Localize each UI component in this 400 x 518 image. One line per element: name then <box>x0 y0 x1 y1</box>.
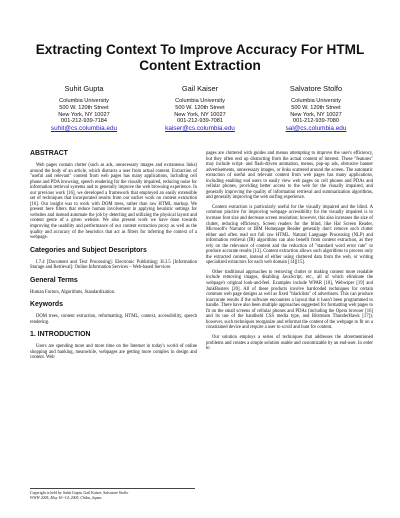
copyright-line: Copyright is held by Suhit Gupta, Gail Kaiser, Salvatore Stolfo <box>30 491 129 495</box>
body-paragraph: Our solution employs a series of techniques that addresses the aforementioned problems and creates a simple solution usable and customizable by an end-user. In order to <box>206 334 373 352</box>
author-gupta <box>26 84 142 133</box>
author-address: 500 W. 120th Street <box>291 104 341 111</box>
author-affiliation: Columbia University <box>175 98 225 104</box>
left-column <box>30 150 197 365</box>
paper-title: Extracting Context To Improve Accuracy For HTML Content Extraction <box>35 42 365 73</box>
author-phone: 001-212-939-7081 <box>176 118 224 125</box>
author-phone: 001-212-939-7184 <box>60 118 108 125</box>
categories-heading: Categories and Subject Descriptors <box>30 246 147 254</box>
keywords-text: DOM trees, content extraction, reformatting, HTML, context, accessibility, speech rendering. <box>30 314 197 325</box>
author-city: New York, NY 10027 <box>58 111 110 118</box>
author-name: Gail Kaiser <box>181 84 219 93</box>
terms-heading: General Terms <box>30 276 78 284</box>
abstract-heading: ABSTRACT <box>30 150 68 157</box>
author-block <box>26 84 374 133</box>
author-address: 500 W. 120th Street <box>175 104 225 111</box>
abstract-text: Web pages contain clutter (such as ads, unnecessary images and extraneous links) around the body of an article, which distracts a user from actual content. Extraction of "useful and relevant" content from web pages has many applications, including cell phone and PDA browsing, speech rendering for the visually impaired, reducing noise for information retrieval systems and to generally improve the web browsing experience. In our previous work [16], we developed a framework that employed an easily extensible set of techniques that incorporated results from our earlier work on content extraction [16]. Our insight was to work with DOM trees, rather than raw HTML markup. We present here filters that reduce human involvement in applying heuristic settings for websites and instead automate the job by detecting and utilizing the physical layout and content genre of a given website. We also present work we have done towards improving the usability and performance of our content extraction proxy as well as the quality and accuracy of the heuristics that act as filters for inferring the context of a webpage. <box>30 163 197 241</box>
body-paragraph: Content extraction is particularly useful for the visually impaired and the blind. A common practice for improving webpage accessibility for the visually impaired is to increase font size and decrease screen resolution; however, this also increases the size of clutter, reducing efficiency. Screen readers for the blind, like Hal Screen Reader, Microsoft's Narrator or IBM Homepage Reader generally don't remove such clutter either and often read out full raw HTML. Natural Language Processing (NLP) and information retrieval (IR) algorithms can also benefit from content extraction, as they rely on the relevance of content and the reduction of "standard word error rate" to produce accurate results [13]. Content extraction allows such algorithms to process only the extracted content, instead of either using cluttered data from the web, or writing specialized extractors for each web domain [14][15]. <box>206 204 373 266</box>
author-affiliation: Columbia University <box>59 98 109 104</box>
right-column <box>206 151 373 356</box>
author-name: Salvatore Stolfo <box>289 84 343 93</box>
author-email-link[interactable]: kaiser@cs.columbia.edu <box>165 125 235 133</box>
author-city: New York, NY 10027 <box>174 111 226 118</box>
author-affiliation: Columbia University <box>291 98 341 104</box>
author-stolfo <box>258 84 374 133</box>
author-email-link[interactable]: sal@cs.columbia.edu <box>285 125 347 133</box>
intro-text: Users are spending more and more time on the Internet in today's world of online shopping and banking, meanwhile, webpages are getting more complex in design and content. Web <box>30 344 197 361</box>
author-kaiser <box>142 84 258 133</box>
author-phone: 001-212-939-7080 <box>292 118 340 125</box>
author-email-link[interactable]: suhit@cs.columbia.edu <box>50 125 118 133</box>
author-city: New York, NY 10027 <box>290 111 342 118</box>
categories-text: I.7.4 [Document and Text Processing]: Electronic Publishing; H.3.5 [Information Storage and Retrieval]: Online Information Services – Web-based Services <box>30 259 197 271</box>
conference-line: WWW 2005, May 10--14, 2005, Chiba, Japan. <box>30 495 103 500</box>
terms-text: Human Factors, Algorithms, Standardization. <box>30 289 116 295</box>
intro-heading: 1. INTRODUCTION <box>30 331 91 339</box>
body-paragraph: Other traditional approaches to removing clutter or making content more readable include removing images, disabling JavaScript, etc., all of which eliminate the webpage's original look-and-feel. Examples include WPAR [18], Webwiper [19] and JunkBusters [20]. All of these products involve hardcoded techniques for certain common web page designs as well as fixed "blacklists" of advertisers. This can produce inaccurate results if the software encounters a layout that it hasn't been programmed to handle. There have also been multiple approaches suggested for formatting web pages to fit on the small screens of cellular phones and PDAs (including the Opera browser [16] and its use of the handheld CSS media type, and Bitstream ThunderHawk [17]); however, such techniques reorganize and reformat the content of the webpage to fit on a constrained device and require a user to scroll and hunt for content. <box>206 269 373 331</box>
body-paragraph: pages are cluttered with guides and menus attempting to improve the user's efficiency, but they often end up distracting from the actual content of interest. These "features" may include script- and flash-driven animation, menus, pop-up ads, obtrusive banner advertisements, unnecessary images, or links scattered around the screen. The automatic extraction of useful and relevant content from web pages has many applications, including enabling end users to easily view web pages on cell phones and PDAs and cellular phones, providing better access to the web for the visually impaired, and generally improving the quality of information retrieval and summarization algorithms, and generally improving the web surfing experience. <box>206 151 373 201</box>
copyright-notice <box>30 488 195 500</box>
keywords-heading: Keywords <box>30 301 63 309</box>
author-address: 500 W. 120th Street <box>59 104 109 111</box>
author-name: Suhit Gupta <box>64 84 104 93</box>
